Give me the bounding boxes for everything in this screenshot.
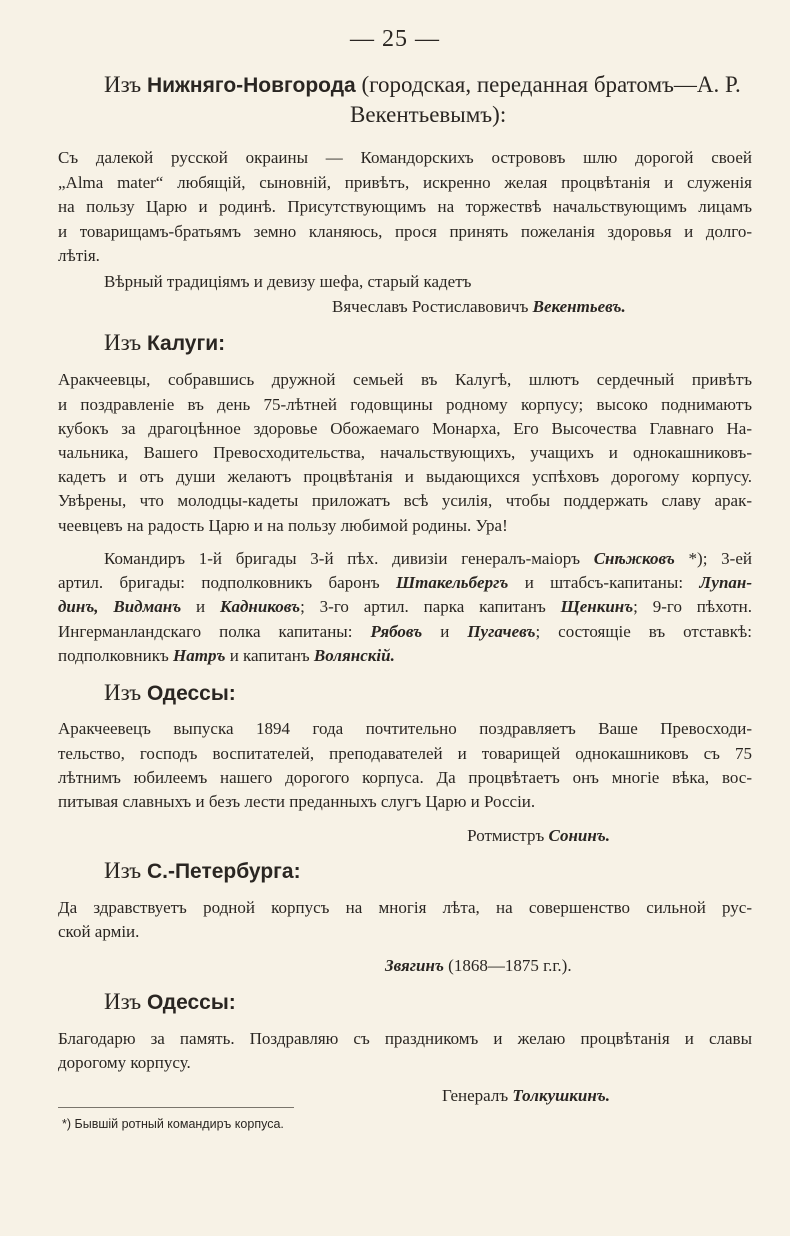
signature-line	[58, 646, 395, 666]
signature-surname: Звягинъ	[385, 956, 444, 975]
sig-text: ; состоящіе въ отставкѣ:	[535, 622, 752, 641]
sig-surname: Волянскій.	[313, 646, 395, 665]
sig-text: артил. бригады: подполковникъ баронъ	[58, 573, 396, 592]
section-heading-nizhny	[104, 72, 741, 98]
sig-text: и	[181, 597, 220, 616]
paragraph-line: дорогому корпусу.	[58, 1053, 191, 1072]
paragraph-line: лѣтія.	[58, 246, 100, 265]
paragraph-line: „Alma mater“ любящій, сыновній, привѣтъ, искренно желая процвѣтанія и служенія	[58, 173, 752, 192]
sig-text: Ингерманландскаго полка капитаны:	[58, 622, 371, 641]
sig-text: ; 3-го артил. парка капитанъ	[300, 597, 561, 616]
heading-prefix: Изъ	[104, 330, 147, 355]
signature-rank: Генералъ	[441, 1086, 513, 1105]
signature-name	[385, 956, 572, 976]
paragraph-line: питывая славныхъ и безъ лести преданныхъ слугъ Царю и Россіи.	[58, 792, 536, 811]
section-heading-petersburg	[104, 858, 301, 884]
heading-prefix: Изъ	[104, 72, 147, 97]
paragraph-line: Аракчеевцы, собравшись дружной семьей въ Калугѣ, шлютъ сердечный привѣтъ	[58, 370, 752, 389]
paragraph-line: Съ далекой русской окраины — Командорскихъ острововъ шлю дорогой своей	[58, 148, 752, 167]
heading-city: Калуги:	[146, 332, 226, 355]
signature-line	[58, 597, 752, 617]
signature-surname: Векентьевъ.	[532, 297, 626, 316]
section-heading-nizhny-cont: Векентьевымъ):	[350, 102, 507, 127]
sig-text: и штабсъ-капитаны:	[508, 573, 700, 592]
signature-name	[442, 1086, 610, 1106]
sig-text: и капитанъ	[225, 646, 314, 665]
sig-text: Командиръ 1-й бригады 3-й пѣх. дивизіи генералъ-маіоръ	[104, 549, 594, 568]
signature-text: Вячеславъ Ростиславовичъ	[332, 297, 533, 316]
signature-name	[332, 297, 626, 317]
paragraph-line: Да здравствуетъ родной корпусъ на многія лѣта, на совершенство сильной рус-	[58, 898, 752, 917]
sig-surname: Пугачевъ	[467, 622, 536, 641]
paragraph-line: кубокъ за драгоцѣнное здоровье Обожаемаго Монарха, Его Высочества Главнаго На-	[58, 419, 752, 438]
heading-prefix: Изъ	[104, 858, 147, 883]
heading-city: Одессы:	[146, 991, 236, 1014]
sig-surname: Лупан-	[699, 573, 752, 592]
heading-rest: (городская, переданная братомъ—А. Р.	[355, 72, 741, 97]
heading-city: С.-Петербурга:	[146, 860, 301, 883]
heading-prefix: Изъ	[104, 989, 147, 1014]
paragraph-line: лѣтнимъ юбилеемъ нашего дорогого корпуса. Да процвѣтаетъ онъ многіе вѣка, вос-	[58, 768, 752, 787]
paragraph-line: и поздравленіе въ день 75-лѣтней годовщины родному корпусу; высоко поднимаютъ	[58, 395, 752, 414]
heading-city: Одессы:	[146, 682, 236, 705]
sig-surname: Рябовъ	[370, 622, 423, 641]
signature-name	[467, 826, 610, 846]
signature-surname: Сонинъ.	[548, 826, 610, 845]
signature-surname: Толкушкинъ.	[512, 1086, 610, 1105]
signature-line: Вѣрный традиціямъ и девизу шефа, старый кадетъ	[104, 272, 472, 291]
sig-surname: Кадниковъ	[219, 597, 301, 616]
footnote: *) Бывшій ротный командиръ корпуса.	[62, 1117, 284, 1131]
signature-line	[58, 573, 752, 593]
paragraph-line: чальника, Вашего Превосходительства, начальствующихъ, учащихъ и однокашниковъ-	[58, 443, 752, 462]
sig-surname: Снѣжковъ	[593, 549, 675, 568]
sig-text: *); 3-ей	[674, 549, 752, 568]
section-heading-kaluga	[104, 330, 225, 356]
page-number: — 25 —	[350, 26, 440, 52]
paragraph-line: тельство, господъ воспитателей, преподавателей и товарищей однокашниковъ съ 75	[58, 744, 752, 763]
sig-surname: динъ,	[58, 597, 99, 616]
section-heading-odessa-2	[104, 989, 236, 1015]
paragraph-line: кадетъ и отъ души желаютъ процвѣтанія и выдающихся успѣховъ дорогому корпусу.	[58, 467, 752, 486]
sig-surname: Щенкинъ	[560, 597, 634, 616]
heading-city: Нижняго-Новгорода	[146, 74, 356, 97]
signature-rank: Ротмистръ	[467, 826, 549, 845]
signature-years: (1868—1875 г.г.).	[443, 956, 572, 975]
sig-text: ; 9-го пѣхотн.	[633, 597, 753, 616]
signature-line	[104, 549, 752, 569]
paragraph-line: Увѣрены, что молодцы-кадеты приложатъ всѣ усилія, чтобы поддержать славу арак-	[58, 491, 752, 510]
paragraph-line: Аракчеевецъ выпуска 1894 года почтительно поздравляетъ Ваше Превосходи-	[58, 719, 752, 738]
signature-line	[58, 622, 752, 642]
sig-surname: Штакельбергъ	[395, 573, 509, 592]
paragraph-line: на пользу Царю и родинѣ. Присутствующимъ на торжествѣ начальствующимъ лицамъ	[58, 197, 752, 216]
footnote-divider	[58, 1107, 294, 1108]
paragraph-line: ской арміи.	[58, 922, 140, 941]
sig-text: и	[422, 622, 468, 641]
section-heading-odessa	[104, 680, 236, 706]
paragraph-line: чеевцевъ на радость Царю и на пользу любимой родины. Ура!	[58, 516, 508, 535]
sig-text: подполковникъ	[58, 646, 174, 665]
paragraph-line: и товарищамъ-братьямъ земно кланяюсь, прося принять пожеланія здоровья и долго-	[58, 222, 752, 241]
sig-surname: Натръ	[173, 646, 226, 665]
paragraph-line: Благодарю за память. Поздравляю съ праздникомъ и желаю процвѣтанія и славы	[58, 1029, 752, 1048]
sig-text	[99, 597, 114, 616]
heading-prefix: Изъ	[104, 680, 147, 705]
sig-surname: Видманъ	[113, 597, 182, 616]
